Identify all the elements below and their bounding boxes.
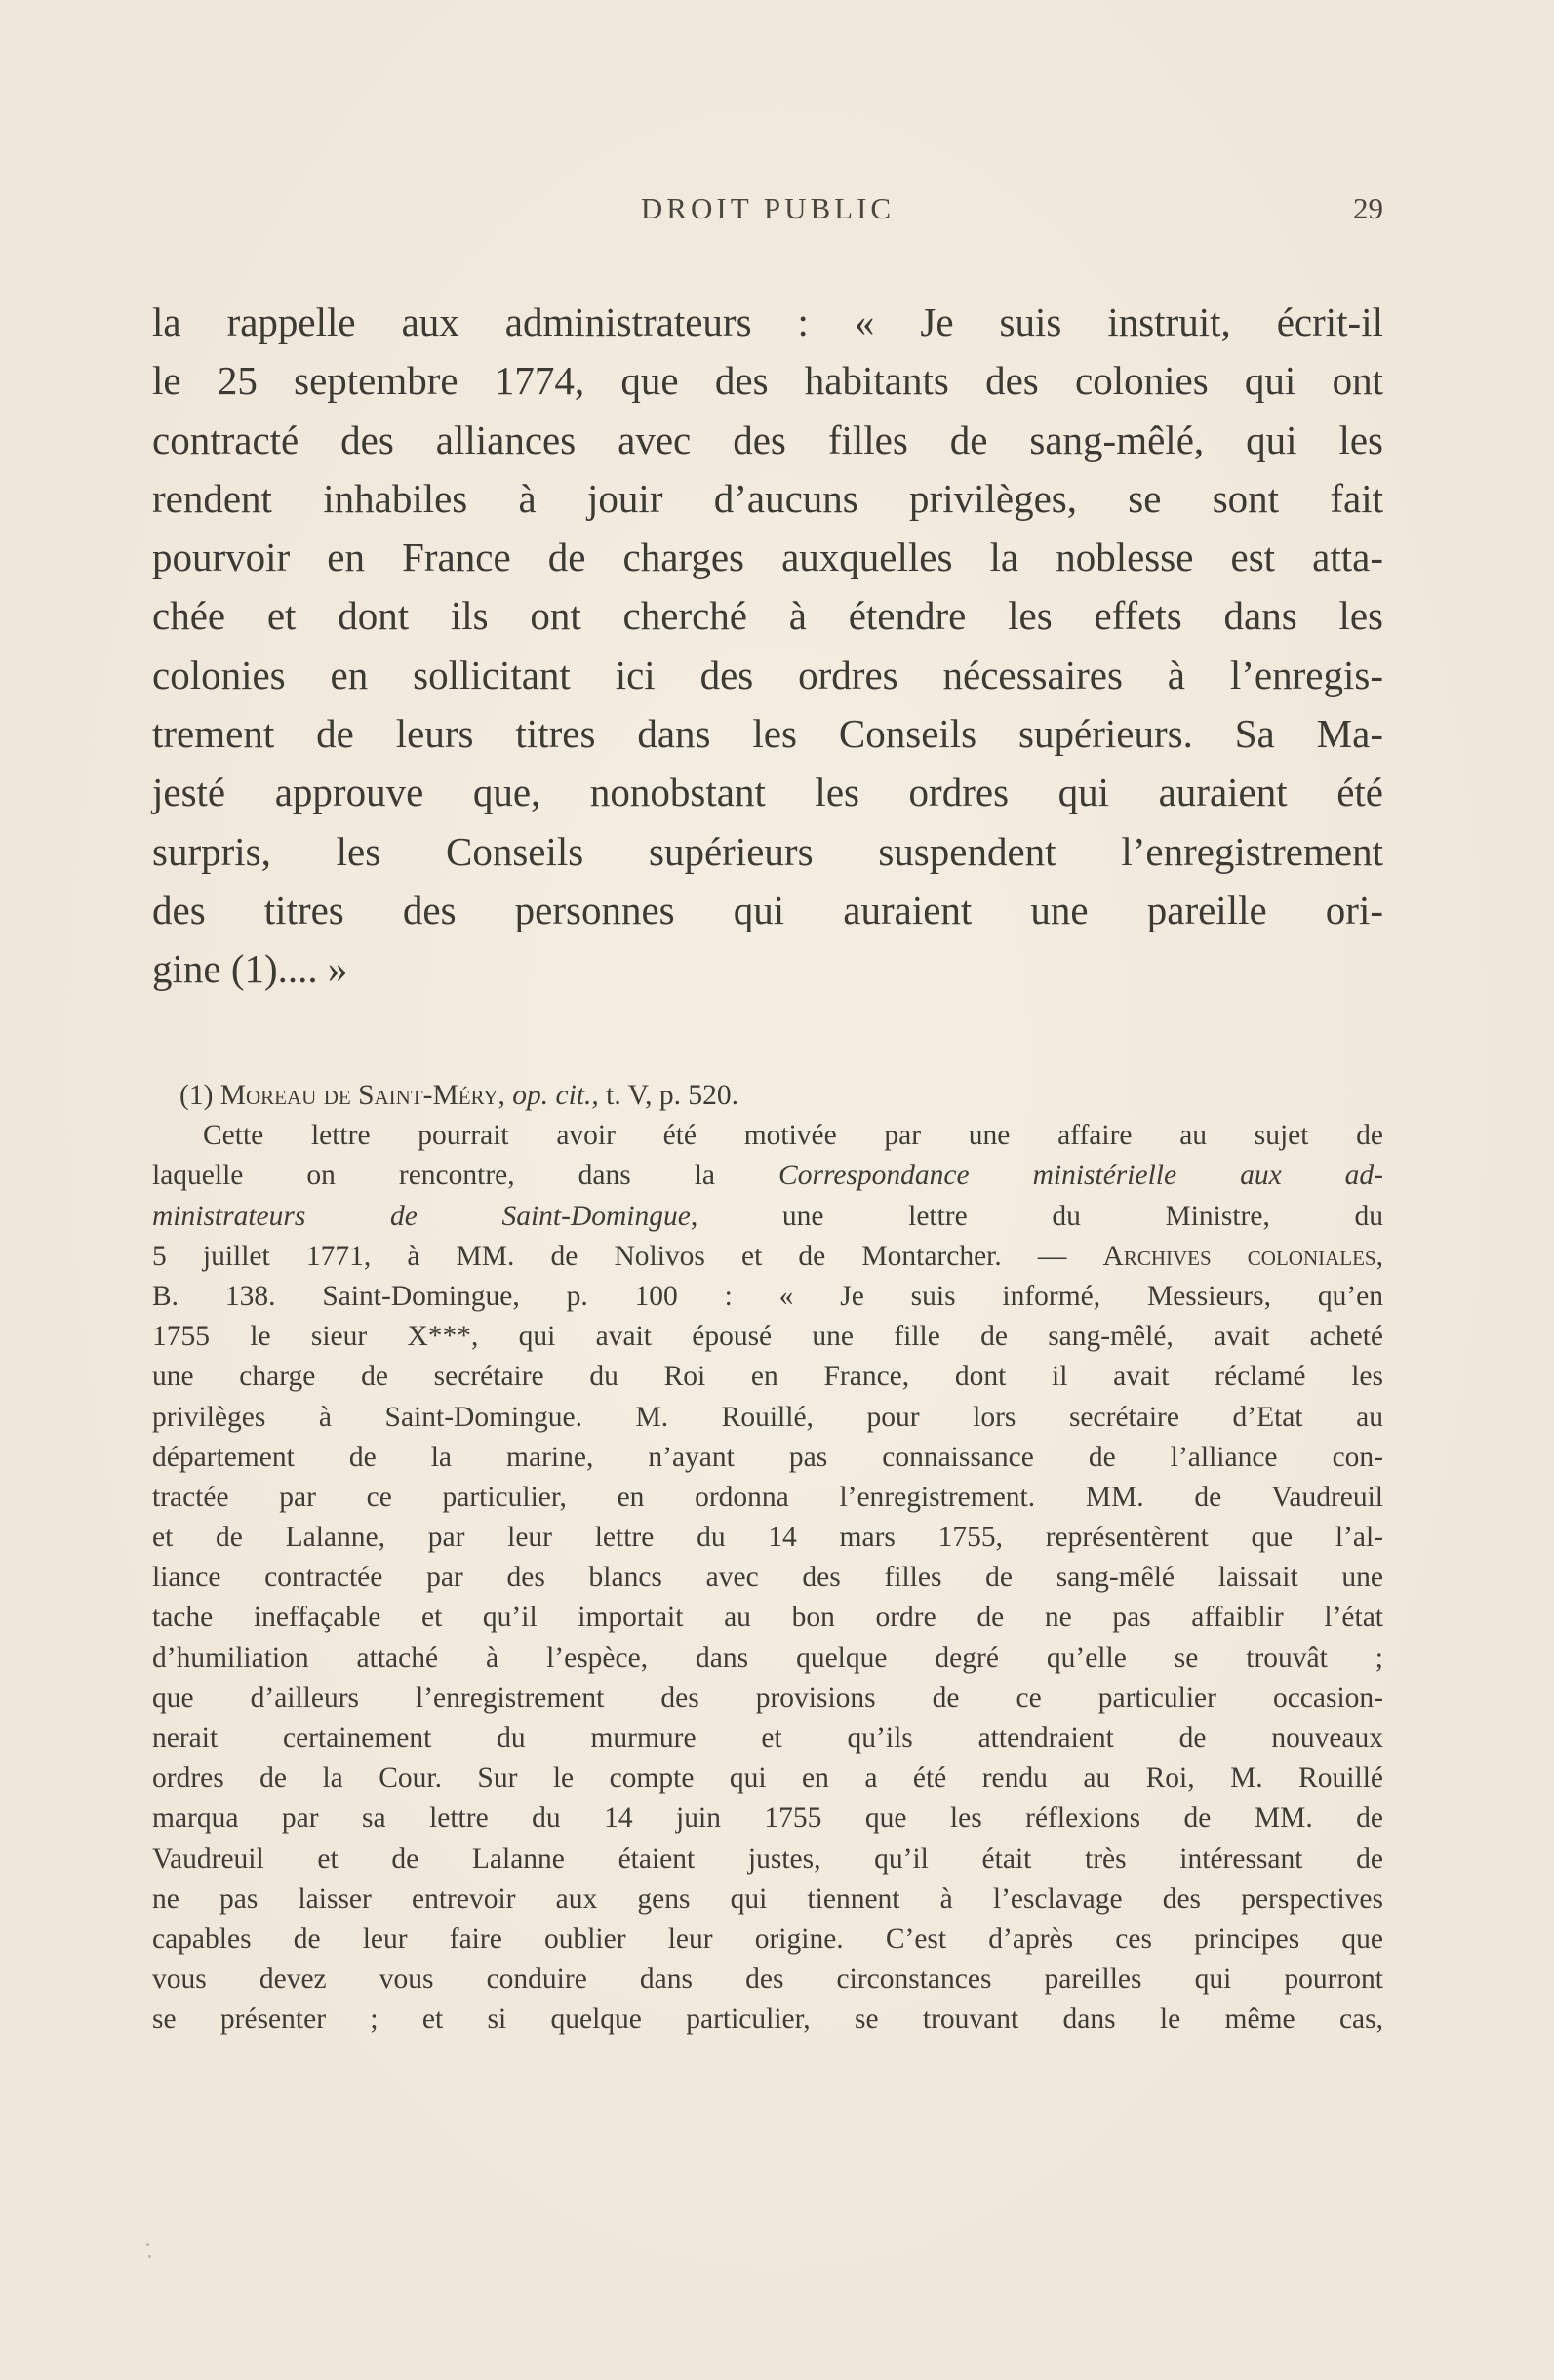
- running-head: [152, 191, 1383, 230]
- footnote-line: que d’ailleurs l’enregistrement des provisions de ce particulier occasion-: [152, 1682, 1383, 1714]
- body-line-last: gine (1).... »: [152, 946, 348, 992]
- body-line: contracté des alliances avec des filles de sang-mêlé, qui les: [152, 416, 1383, 462]
- footnote-line: B. 138. Saint-Domingue, p. 100 : « Je suis informé, Messieurs, qu’en: [152, 1280, 1383, 1312]
- body-line: jesté approuve que, nonobstant les ordres qui auraient été: [152, 770, 1383, 815]
- footnote-line: privilèges à Saint-Domingue. M. Rouillé, pour lors secrétaire d’Etat au: [152, 1401, 1383, 1433]
- paper-speck: [146, 2243, 149, 2246]
- footnote-text: laquelle on rencontre, dans la: [152, 1160, 716, 1192]
- footnote-line: d’humiliation attaché à l’espèce, dans quelque degré qu’elle se trouvât ;: [152, 1642, 1383, 1674]
- footnote-text: , une lettre du Ministre, du: [690, 1200, 1383, 1232]
- footnote-line: vous devez vous conduire dans des circonstances pareilles qui pourront: [152, 1964, 1383, 1996]
- page-number: 29: [1353, 191, 1383, 225]
- footnote-line: Vaudreuil et de Lalanne étaient justes, qu’il était très intéressant de: [152, 1843, 1383, 1875]
- footnote-citation-line: [152, 1076, 1383, 1116]
- body-line: colonies en sollicitant ici des ordres nécessaires à l’enregis-: [152, 652, 1383, 697]
- body-line: chée et dont ils ont cherché à étendre les effets dans les: [152, 593, 1383, 639]
- body-line: des titres des personnes qui auraient une pareille ori-: [152, 887, 1383, 932]
- body-line: rendent inhabiles à jouir d’aucuns privilèges, se sont fait: [152, 475, 1383, 521]
- footnote-line: [152, 1237, 1383, 1277]
- footnote-line: ordres de la Cour. Sur le compte qui en a été rendu au Roi, M. Rouillé: [152, 1763, 1383, 1795]
- body-line: surpris, les Conseils supérieurs suspendent l’enregistrement: [152, 828, 1383, 874]
- footnote-op-cit: op. cit.,: [512, 1080, 599, 1111]
- footnote-reference: t. V, p. 520.: [606, 1080, 738, 1111]
- footnote-title-italic: Correspondance ministérielle aux ad-: [778, 1160, 1383, 1192]
- footnote-line: marqua par sa lettre du 14 juin 1755 que les réflexions de MM. de: [152, 1803, 1383, 1835]
- footnote-line: ne pas laisser entrevoir aux gens qui tiennent à l’esclavage des perspectives: [152, 1883, 1383, 1915]
- footnote-line: une charge de secrétaire du Roi en France, dont il avait réclamé les: [152, 1361, 1383, 1393]
- footnote-title-italic: ministrateurs de Saint-Domingue: [152, 1200, 691, 1232]
- footnote-line: se présenter ; et si quelque particulier, se trouvant dans le même cas,: [152, 2003, 1383, 2036]
- body-line: le 25 septembre 1774, que des habitants des colonies qui ont: [152, 358, 1383, 404]
- footnote-line: tractée par ce particulier, en ordonna l’enregistrement. MM. de Vaudreuil: [152, 1481, 1383, 1513]
- main-paragraph: [152, 293, 1383, 999]
- running-title: DROIT PUBLIC: [640, 191, 896, 225]
- footnote-line: [152, 1156, 1383, 1196]
- footnote-line: Cette lettre pourrait avoir été motivée par une affaire au sujet de: [203, 1120, 1383, 1152]
- body-line: trement de leurs titres dans les Conseils supérieurs. Sa Ma-: [152, 711, 1383, 757]
- paper-speck: [148, 2255, 151, 2258]
- footnote-marker: (1): [179, 1080, 214, 1111]
- footnote-line: nerait certainement du murmure et qu’ils attendraient de nouveaux: [152, 1723, 1383, 1754]
- footnote-line: tache ineffaçable et qu’il importait au bon ordre de ne pas affaiblir l’état: [152, 1602, 1383, 1634]
- footnote-line: liance contractée par des blancs avec des filles de sang-mêlé laissait une: [152, 1562, 1383, 1594]
- footnote-line: département de la marine, n’ayant pas connaissance de l’alliance con-: [152, 1441, 1383, 1473]
- footnote-line: et de Lalanne, par leur lettre du 14 mars 1755, représentèrent que l’al-: [152, 1522, 1383, 1554]
- footnote-archives: Archives coloniales,: [1102, 1240, 1383, 1272]
- footnote: [152, 1076, 1383, 2041]
- footnote-line: capables de leur faire oublier leur origine. C’est d’après ces principes que: [152, 1923, 1383, 1955]
- footnote-text: 5 juillet 1771, à MM. de Nolivos et de Montarcher. —: [152, 1240, 1067, 1272]
- footnote-author: Moreau de Saint-Méry,: [219, 1080, 505, 1111]
- footnote-line: [152, 1197, 1383, 1237]
- body-line: la rappelle aux administrateurs : « Je suis instruit, écrit-il: [152, 299, 1383, 344]
- footnote-line: 1755 le sieur X***, qui avait épousé une fille de sang-mêlé, avait acheté: [152, 1321, 1383, 1353]
- body-line: pourvoir en France de charges auxquelles la noblesse est atta-: [152, 535, 1383, 580]
